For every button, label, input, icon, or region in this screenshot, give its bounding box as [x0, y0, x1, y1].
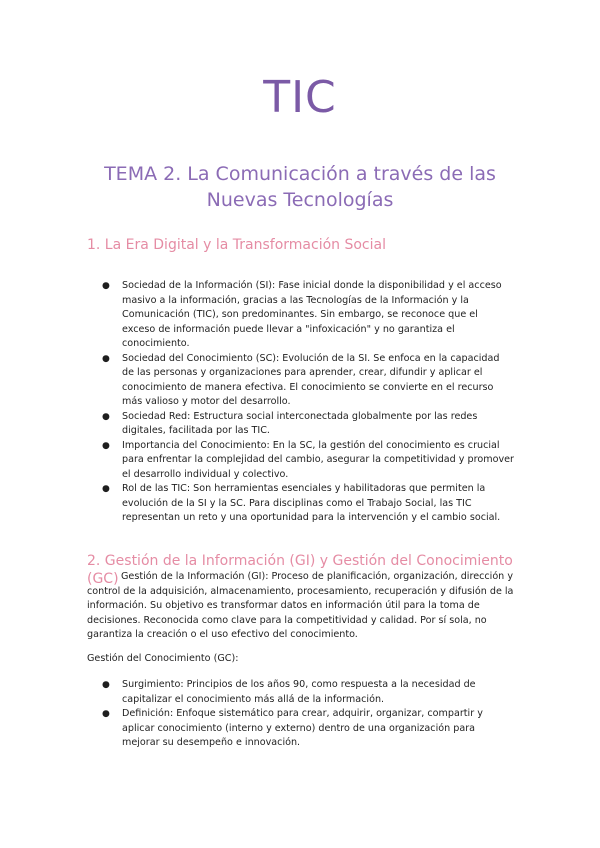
list-item [102, 352, 514, 410]
list-item [102, 279, 514, 352]
list-item-text: Surgimiento: Principios de los años 90, como respuesta a la necesidad de capitalizar el conocimiento más allá de la información. [122, 679, 476, 705]
section-2-heading: 2. Gestión de la Información (GI) y Gestión del Conocimiento (GC) [87, 553, 513, 587]
list-item [102, 678, 514, 707]
section-2-bullet-list [102, 678, 514, 751]
gc-label: Gestión del Conocimiento (GC): [87, 653, 239, 664]
list-item-text: Importancia del Conocimiento: En la SC, la gestión del conocimiento es crucial para enfrentar la complejidad del cambio, asegurar la competitividad y promover el desarrollo individual y colectivo. [122, 439, 514, 480]
section-1-bullet-list [102, 279, 514, 526]
bullet-icon: ● [102, 680, 110, 690]
list-item [102, 707, 514, 751]
bullet-icon: ● [102, 353, 110, 364]
document-title: TIC [263, 72, 337, 123]
list-item [102, 482, 514, 526]
bullet-icon: ● [102, 411, 110, 422]
document-subtitle: TEMA 2. La Comunicación a través de las Nuevas Tecnologías [104, 163, 496, 211]
section-1-heading: 1. La Era Digital y la Transformación Social [87, 237, 386, 253]
list-item-text: Sociedad del Conocimiento (SC): Evolución de la SI. Se enfoca en la capacidad de las personas y organizaciones para aprender, crear, difundir y aplicar el conocimiento de manera efectiva. El conocimiento se convierte en el recurso más valioso y motor del desarrollo. [122, 352, 500, 407]
list-item [102, 439, 514, 483]
list-item-text: Sociedad de la Información (SI): Fase inicial donde la disponibilidad y el acceso masivo a la información, gracias a las Tecnologías de la Información y la Comunicación (TIC), son predominantes. Sin embargo, se reconoce que el exceso de información puede llevar a "infoxicación" y no garantiza el conocimiento. [122, 280, 502, 349]
list-item-text: Sociedad Red: Estructura social interconectada globalmente por las redes digitales, facilitada por las TIC. [122, 410, 478, 436]
bullet-icon: ● [102, 281, 110, 291]
bullet-icon: ● [102, 709, 110, 719]
list-item [102, 410, 514, 439]
bullet-icon: ● [102, 440, 110, 451]
list-item-text: Definición: Enfoque sistemático para crear, adquirir, organizar, compartir y aplicar conocimiento (interno y externo) dentro de una organización para mejorar su desempeño e innovación. [122, 708, 483, 748]
list-item-text: Rol de las TIC: Son herramientas esenciales y habilitadoras que permiten la evolución de la SI y la SC. Para disciplinas como el Trabajo Social, las TIC representan un reto y una oportunidad para la intervención y el cambio social. [122, 483, 501, 523]
bullet-icon: ● [102, 484, 110, 494]
gi-paragraph: Gestión de la Información (GI): Proceso de planificación, organización, dirección y control de la adquisición, almacenamiento, procesamiento, recuperación y difusión de la información. Su objetivo es transformar datos en información útil para la toma de decisiones. Reconocida como clave para la competitividad y calidad. Por sí sola, no garantiza la creación o el uso efectivo del conocimiento. [87, 571, 514, 640]
